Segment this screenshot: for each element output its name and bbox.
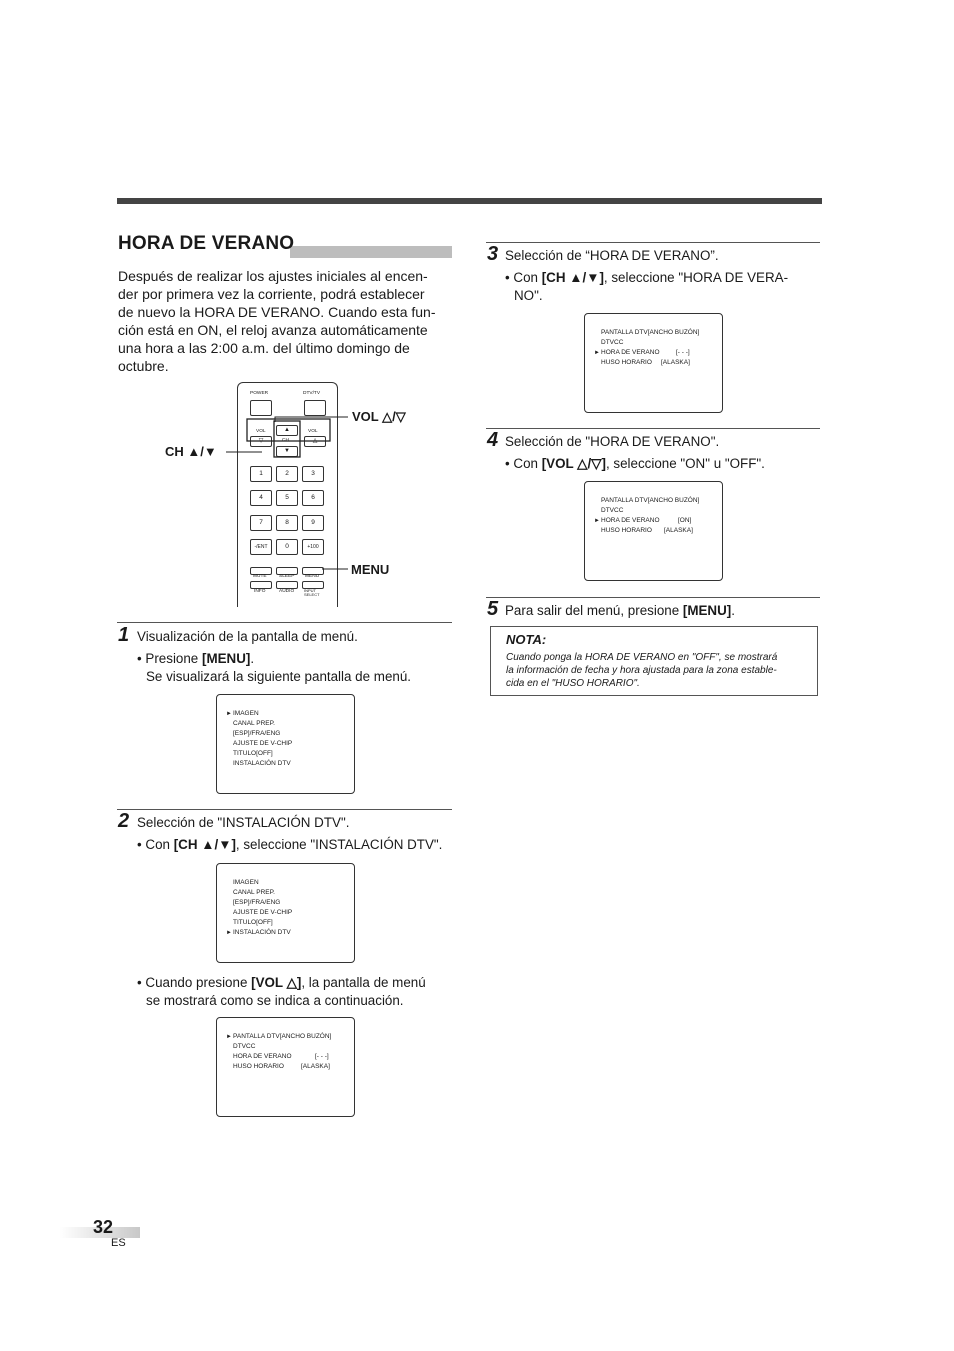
key-label: [MENU] <box>682 603 732 618</box>
vol-callout: VOL △/▽ <box>352 409 406 424</box>
intro-line: ción está en ON, el reloj avanza automáticamente <box>118 322 428 338</box>
menu-item: PANTALLA DTV[ANCHO BUZÓN] <box>233 1033 332 1040</box>
menu-value: [- - -] <box>315 1053 329 1060</box>
num-button: 1 <box>250 466 272 482</box>
ch-down-button: ▼ <box>276 446 298 457</box>
note-title: NOTA: <box>506 632 547 647</box>
menu-value: [ON] <box>678 517 692 524</box>
menu-item: AJUSTE DE V-CHIP <box>233 740 293 747</box>
note-line: Cuando ponga la HORA DE VERANO en "OFF", se mostrará <box>506 652 778 663</box>
text: . <box>250 651 255 666</box>
key-label: [VOL △/▽] <box>541 456 606 471</box>
menu-item: HUSO HORARIO <box>601 359 652 366</box>
step1-bullet <box>137 650 254 668</box>
num-button: 7 <box>250 515 272 531</box>
menu-item: AJUSTE DE V-CHIP <box>233 909 293 916</box>
step3-line2: NO". <box>514 288 543 303</box>
menu-value: [ALASKA] <box>661 359 690 366</box>
menu-value: [ALASKA] <box>664 527 693 534</box>
cursor-icon: ► <box>594 518 600 524</box>
step1-heading: Visualización de la pantalla de menú. <box>137 629 358 644</box>
note-line: cida en el "HUSO HORARIO". <box>506 678 640 689</box>
text: Para salir del menú, presione <box>505 603 683 618</box>
menu-item: IMAGEN <box>233 879 259 886</box>
num-button: 0 <box>276 539 298 555</box>
menu-callout: MENU <box>351 562 390 577</box>
vol-down-button: ▽ <box>250 436 272 447</box>
step3-rule <box>486 242 820 243</box>
sleep-label: SLEEP <box>279 574 295 579</box>
step3-number: 3 <box>487 243 499 265</box>
intro-line: Después de realizar los ajustes iniciales al encen- <box>118 268 428 284</box>
step2-heading: Selección de "INSTALACIÓN DTV". <box>137 815 350 830</box>
ch-label: CH <box>282 438 289 443</box>
step1-number: 1 <box>118 624 130 646</box>
step2-number: 2 <box>118 810 130 832</box>
audio-label: AUDIO <box>279 589 295 594</box>
ent-button: -/ENT <box>250 539 272 555</box>
menu-item: HUSO HORARIO <box>233 1063 284 1070</box>
menu-item: HORA DE VERANO <box>601 349 660 356</box>
note-box <box>490 626 818 696</box>
input-select-label: INPUT SELECT <box>304 588 320 597</box>
key-label: [CH ▲/▼] <box>541 270 604 285</box>
num-button: 2 <box>276 466 298 482</box>
num-button: 6 <box>302 490 324 506</box>
menu-item: TITULO[OFF] <box>233 919 273 926</box>
step3-heading: Selección de “HORA DE VERANO”. <box>505 248 719 263</box>
text: • Cuando presione <box>137 975 252 990</box>
menu-item: HORA DE VERANO <box>233 1053 292 1060</box>
step2-bullet <box>137 836 442 854</box>
menu-item: [ESP]/FRA/ENG <box>233 899 281 906</box>
intro-line: octubre. <box>118 358 169 374</box>
dtvtv-label: DTV/TV <box>303 391 321 396</box>
step1-line2: Se visualizará la siguiente pantalla de menú. <box>146 669 412 684</box>
menu-item: INSTALACIÓN DTV <box>233 929 291 936</box>
num-button: 5 <box>276 490 298 506</box>
key-label: [MENU] <box>201 651 251 666</box>
step2-rule <box>117 809 452 810</box>
step2-bullet2 <box>137 974 426 992</box>
cursor-icon: ► <box>594 350 600 356</box>
page-title: HORA DE VERANO <box>118 233 295 254</box>
vol-left-label: VOL <box>256 429 266 434</box>
text: • Con <box>505 456 542 471</box>
plus100-button: +100 <box>302 539 324 555</box>
note-line: la información de fecha y hora ajustada para la zona estable- <box>506 665 777 676</box>
step4-number: 4 <box>487 429 499 451</box>
step1-menu-screen <box>216 694 355 794</box>
step2-dtv-screen <box>216 1017 355 1117</box>
key-label: [CH ▲/▼] <box>173 837 236 852</box>
text: , seleccione "HORA DE VERA- <box>603 270 789 285</box>
step3-dtv-screen <box>584 313 723 413</box>
menu-item: CANAL PREP. <box>233 889 275 896</box>
step3-bullet <box>505 269 788 287</box>
menu-item: PANTALLA DTV[ANCHO BUZÓN] <box>601 329 700 336</box>
menu-item: IMAGEN <box>233 710 259 717</box>
step5-heading <box>505 602 735 620</box>
ch-up-button: ▲ <box>276 425 298 436</box>
menu-value: [ALASKA] <box>301 1063 330 1070</box>
step2-menu-screen <box>216 863 355 963</box>
num-button: 3 <box>302 466 324 482</box>
menu-item: [ESP]/FRA/ENG <box>233 730 281 737</box>
menu-item: INSTALACIÓN DTV <box>233 760 291 767</box>
menu-item: CANAL PREP. <box>233 720 275 727</box>
menu-item: TITULO[OFF] <box>233 750 273 757</box>
menu-item: DTVCC <box>233 1043 256 1050</box>
num-button: 8 <box>276 515 298 531</box>
text: , seleccione "ON" u "OFF". <box>605 456 765 471</box>
ch-callout: CH ▲/▼ <box>165 444 217 459</box>
key-label: [VOL △] <box>251 975 302 990</box>
step4-heading: Selección de "HORA DE VERANO". <box>505 434 720 449</box>
text: • Con <box>505 270 542 285</box>
step1-rule <box>117 622 452 623</box>
menu-item: PANTALLA DTV[ANCHO BUZÓN] <box>601 497 700 504</box>
vol-up-button: △ <box>304 436 326 447</box>
note-text <box>506 651 814 690</box>
step4-dtv-screen <box>584 481 723 581</box>
menu-item: DTVCC <box>601 507 624 514</box>
page-number: 32 <box>93 1217 114 1237</box>
text: . <box>731 603 735 618</box>
mute-label: MUTE <box>253 574 267 579</box>
intro-line: der por primera vez la corriente, podrá establecer <box>118 286 425 302</box>
num-button: 4 <box>250 490 272 506</box>
power-label: POWER <box>250 391 269 396</box>
menu-label: MENU <box>305 574 320 579</box>
cursor-icon: ► <box>226 711 232 717</box>
language-code: ES <box>111 1237 126 1249</box>
step5-rule <box>486 597 820 598</box>
info-label: INFO <box>254 589 266 594</box>
text: • Presione <box>137 651 202 666</box>
text: • Con <box>137 837 174 852</box>
step2-bullet2-line2: se mostrará como se indica a continuación. <box>146 993 404 1008</box>
text: , seleccione "INSTALACIÓN DTV". <box>235 837 443 852</box>
cursor-icon: ► <box>226 1034 232 1040</box>
step4-rule <box>486 428 820 429</box>
intro-line: una hora a las 2:00 a.m. del último domingo de <box>118 340 410 356</box>
step5-number: 5 <box>487 598 499 620</box>
text: , la pantalla de menú <box>301 975 426 990</box>
menu-item: HORA DE VERANO <box>601 517 660 524</box>
menu-item: DTVCC <box>601 339 624 346</box>
num-button: 9 <box>302 515 324 531</box>
vol-right-label: VOL <box>308 429 318 434</box>
menu-value: [- - -] <box>676 349 690 356</box>
intro-line: de nuevo la HORA DE VERANO. Cuando esta fun- <box>118 304 436 320</box>
cursor-icon: ► <box>226 930 232 936</box>
step4-bullet <box>505 455 765 473</box>
menu-item: HUSO HORARIO <box>601 527 652 534</box>
